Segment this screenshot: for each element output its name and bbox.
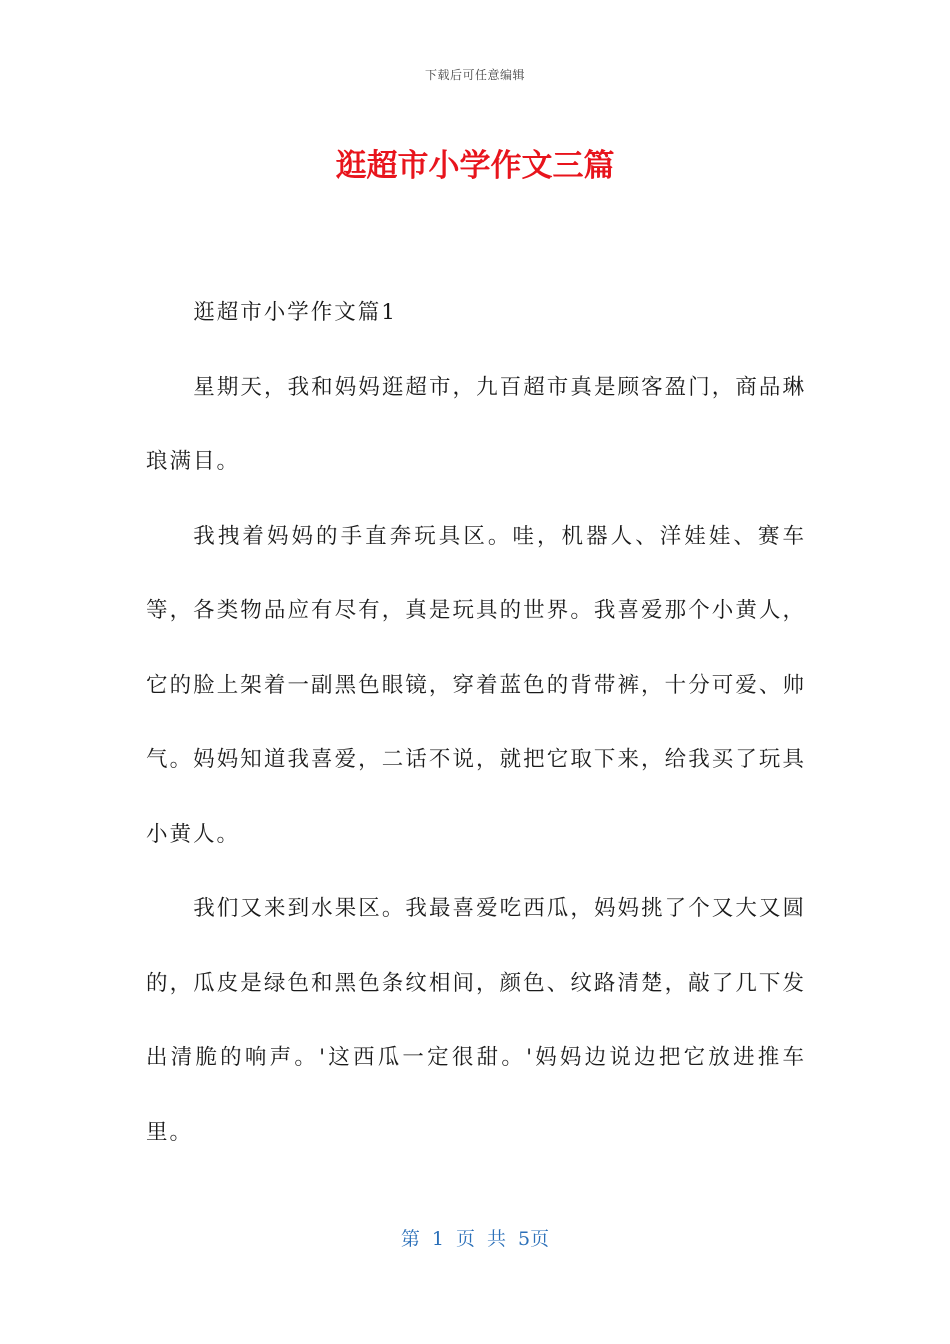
document-title: 逛超市小学作文三篇 — [335, 148, 615, 184]
page-total: 5页 — [518, 1228, 550, 1250]
paragraph: 我们又来到水果区。我最喜爱吃西瓜，妈妈挑了个又大又圆的，瓜皮是绿色和黑色条纹相间，颜色、纹路清楚，敲了几下发出清脆的响声。'这西瓜一定很甜。'妈妈边说边把它放进推车里。 — [146, 896, 806, 1145]
page-number-footer — [0, 1224, 950, 1251]
section-heading: 逛超市小学作文篇1 — [193, 300, 397, 325]
paragraph: 星期天，我和妈妈逛超市，九百超市真是顾客盈门，商品琳琅满目。 — [146, 374, 806, 474]
page-label-middle: 页 共 — [455, 1228, 507, 1250]
document-body — [146, 276, 806, 1170]
page-label-prefix: 第 — [400, 1228, 420, 1250]
paragraph: 我拽着妈妈的手直奔玩具区。哇，机器人、洋娃娃、赛车等，各类物品应有尽有，真是玩具的世界。我喜爱那个小黄人，它的脸上架着一副黑色眼镜，穿着蓝色的背带裤，十分可爱、帅气。妈妈知道我喜爱，二话不说，就把它取下来，给我买了玩具小黄人。 — [146, 523, 806, 847]
page-current: 1 — [431, 1228, 444, 1250]
header-note: 下载后可任意编辑 — [424, 68, 525, 82]
